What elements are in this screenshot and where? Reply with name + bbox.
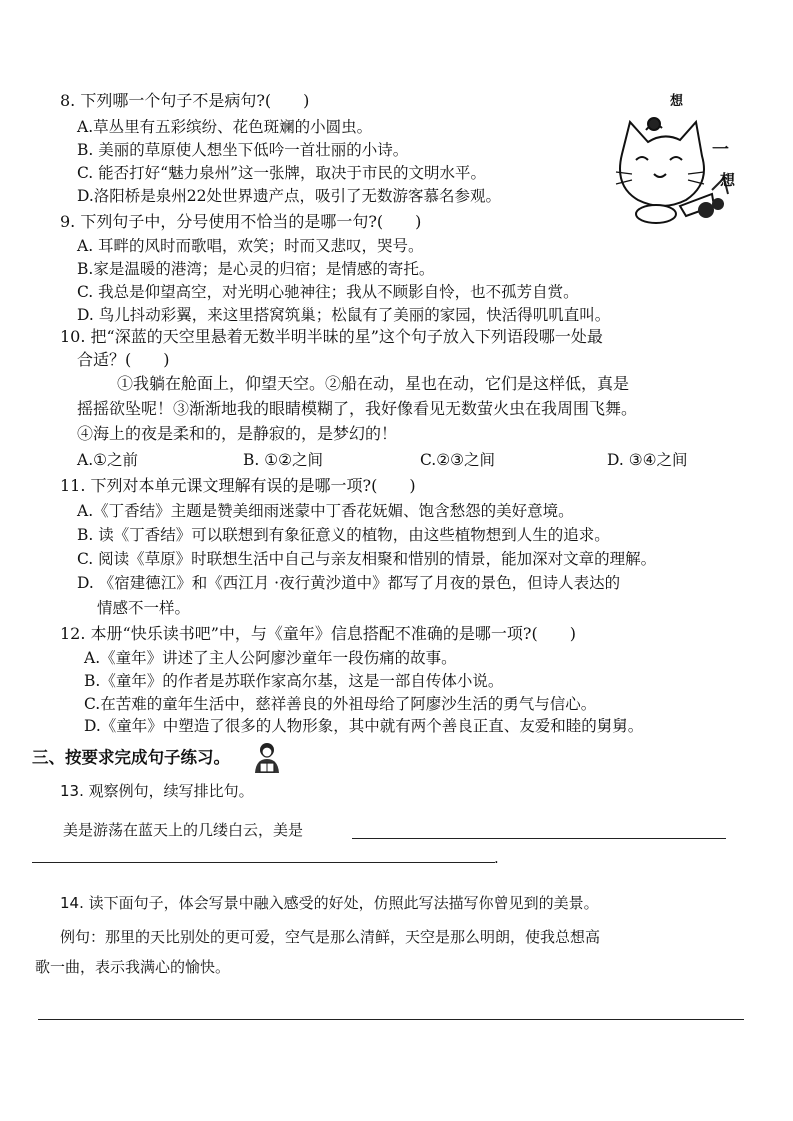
- think-char-3: 想: [720, 171, 736, 189]
- q10-passage-line1: ①我躺在舱面上，仰望天空。②船在动，星也在动，它们是这样低，真是: [117, 374, 630, 393]
- q11-option-d-line1: D. 《宿建德江》和《西江月 ·夜行黄沙道中》都写了月夜的景色，但诗人表达的: [77, 574, 621, 592]
- q10-option-b: B. ①②之间: [243, 451, 324, 469]
- think-char-2: 一: [712, 140, 729, 160]
- q13-answer-line-2[interactable]: [32, 862, 495, 863]
- q10-option-a: A.①之前: [77, 451, 139, 469]
- q10-passage-line2: 摇摇欲坠呢！③渐渐地我的眼睛模糊了，我好像看见无数萤火虫在我周围飞舞。: [77, 399, 638, 418]
- q13-period: .: [494, 849, 499, 867]
- section-3-title: 三、按要求完成句子练习。: [32, 748, 230, 767]
- q9-option-c: C. 我总是仰望高空，对光明心驰神往；我从不顾影自怜，也不孤芳自赏。: [77, 283, 579, 301]
- q9-stem: 9. 下列句子中，分号使用不恰当的是哪一句?( ): [60, 212, 422, 231]
- q10-stem-line1: 10. 把“深蓝的天空里悬着无数半明半昧的星”这个句子放入下列语段哪一处最: [60, 327, 603, 346]
- q14-example-line2: 歌一曲，表示我满心的愉快。: [35, 958, 231, 976]
- q10-passage-line3: ④海上的夜是柔和的，是静寂的，是梦幻的！: [77, 424, 398, 443]
- q8-option-a: A.草丛里有五彩缤纷、花色斑斓的小圆虫。: [77, 118, 373, 136]
- q9-option-d: D. 鸟儿抖动彩翼，来这里搭窝筑巢；松鼠有了美丽的家园，快活得叽叽直叫。: [77, 306, 611, 324]
- q11-stem: 11. 下列对本单元课文理解有误的是哪一项?( ): [60, 476, 416, 495]
- q9-option-b: B.家是温暖的港湾；是心灵的归宿；是情感的寄托。: [77, 260, 435, 278]
- q14-stem: 14. 读下面句子，体会写景中融入感受的好处，仿照此写法描写你曾见到的美景。: [60, 894, 599, 912]
- q12-option-a: A.《童年》讲述了主人公阿廖沙童年一段伤痛的故事。: [84, 649, 457, 667]
- q13-answer-line-1[interactable]: [352, 838, 726, 839]
- q12-option-b: B.《童年》的作者是苏联作家高尔基，这是一部自传体小说。: [84, 672, 504, 690]
- q12-stem: 12. 本册“快乐读书吧”中，与《童年》信息搭配不准确的是哪一项?( ): [60, 624, 576, 643]
- q14-example-line1: 例句：那里的天比别处的更可爱，空气是那么清鲜，天空是那么明朗，使我总想高: [60, 928, 601, 946]
- q9-option-a: A. 耳畔的风时而歌唱，欢笑；时而又悲叹，哭号。: [77, 237, 424, 255]
- q13-stem: 13. 观察例句，续写排比句。: [60, 782, 254, 800]
- q8-option-d: D.洛阳桥是泉州22处世界遗产点，吸引了无数游客慕名参观。: [77, 187, 502, 205]
- think-cat-illustration: [602, 94, 752, 234]
- q8-option-c: C. 能否打好“魅力泉州”这一张牌，取决于市民的文明水平。: [77, 164, 487, 182]
- q10-option-d: D. ③④之间: [607, 451, 688, 469]
- q12-option-c: C.在苦难的童年生活中，慈祥善良的外祖母给了阿廖沙生活的勇气与信心。: [84, 695, 597, 713]
- q11-option-d-line2: 情感不一样。: [97, 599, 191, 617]
- think-char-1: 想: [670, 94, 684, 109]
- q11-option-c: C. 阅读《草原》时联想生活中自己与亲友相聚和惜别的情景，能加深对文章的理解。: [77, 550, 657, 568]
- q14-answer-line[interactable]: [38, 1019, 744, 1020]
- q10-option-c: C.②③之间: [420, 451, 496, 469]
- q11-option-a: A.《丁香结》主题是赞美细雨迷蒙中丁香花妩媚、饱含愁怨的美好意境。: [77, 502, 574, 520]
- q12-option-d: D.《童年》中塑造了很多的人物形象，其中就有两个善良正直、友爱和睦的舅舅。: [84, 717, 644, 735]
- q11-option-b: B. 读《丁香结》可以联想到有象征意义的植物，由这些植物想到人生的追求。: [77, 526, 610, 544]
- q13-prompt: 美是游荡在蓝天上的几缕白云，美是: [63, 821, 304, 839]
- q10-stem-line2: 合适？( ): [77, 350, 170, 369]
- q8-option-b: B. 美丽的草原使人想坐下低吟一首壮丽的小诗。: [77, 141, 409, 159]
- q8-stem: 8. 下列哪一个句子不是病句?( ): [60, 91, 310, 110]
- reading-boy-icon: [250, 741, 284, 775]
